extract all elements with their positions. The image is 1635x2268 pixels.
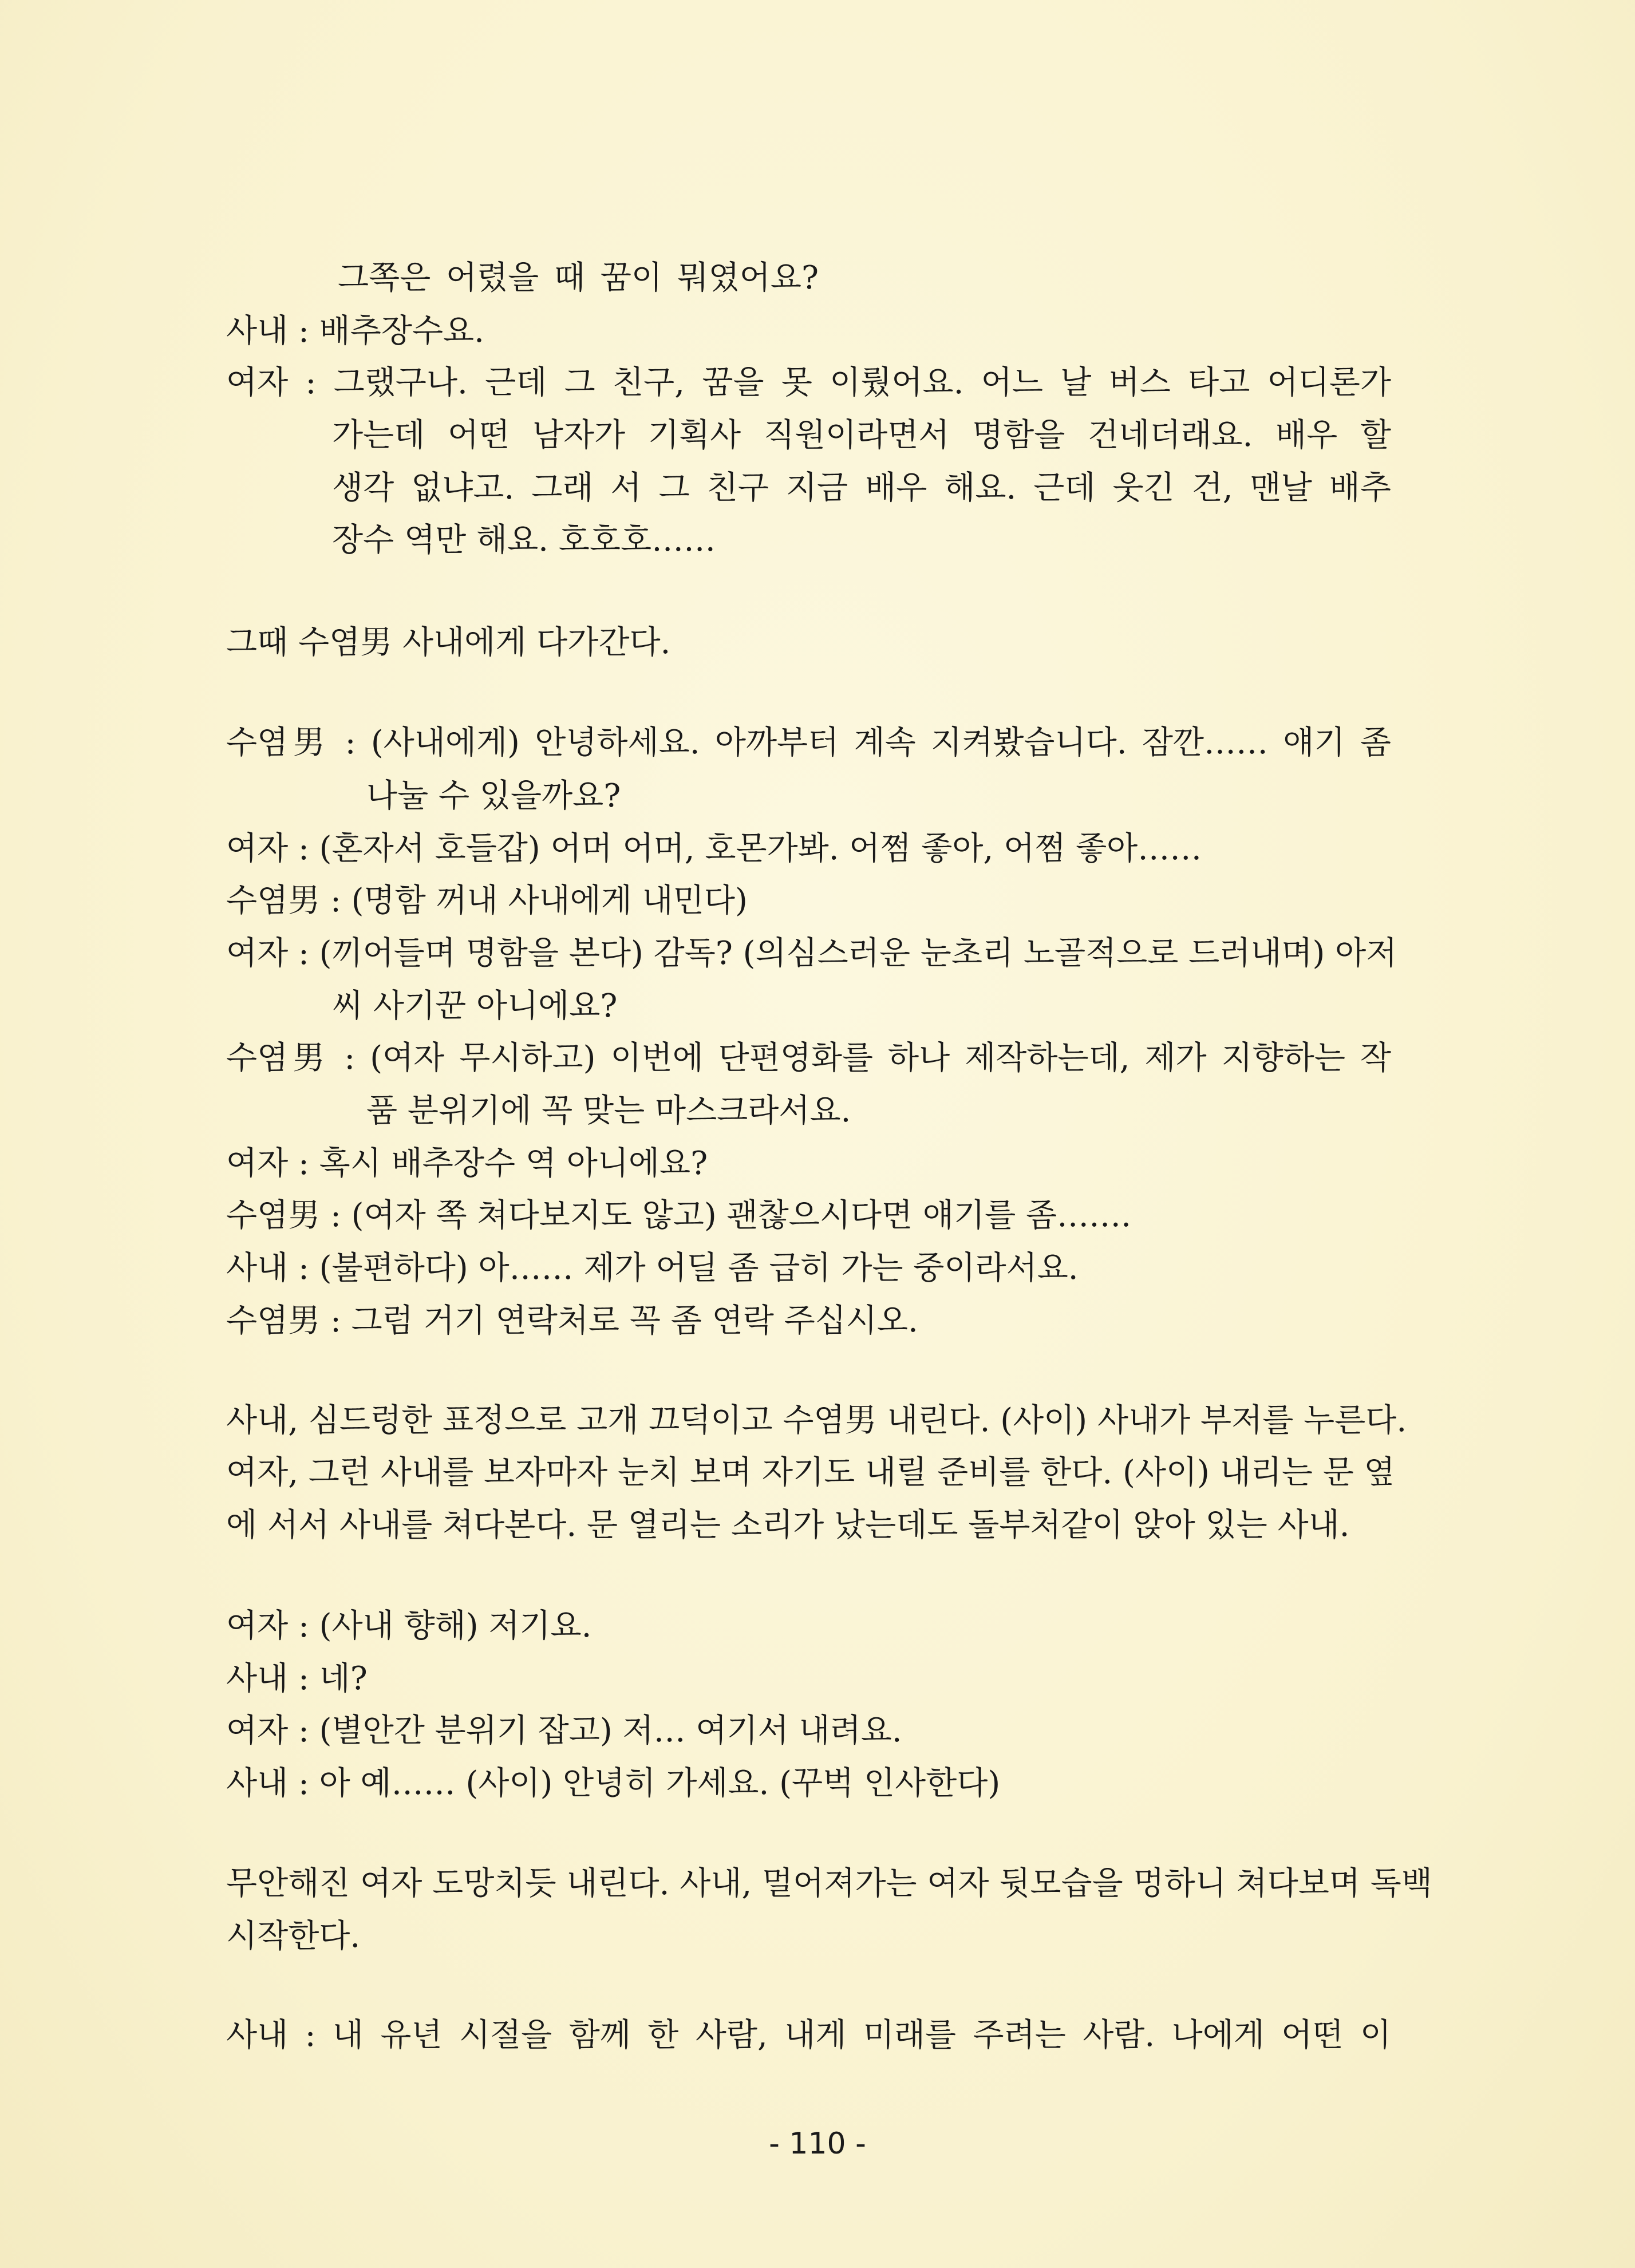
text-line: 수염男 : (여자 쪽 쳐다보지도 않고) 괜찮으시다면 얘기를 좀……. [226, 1197, 1131, 1234]
text-line: 씨 사기꾼 아니에요? [332, 987, 618, 1025]
text-line: 여자 : (끼어들며 명함을 본다) 감독? (의심스러운 눈초리 노골적으로 드러내며) 아저 [226, 935, 1397, 972]
page-number: - 110 - [769, 2127, 866, 2161]
text-line: 시작한다. [226, 1918, 361, 1955]
text-line: 여자, 그런 사내를 보자마자 눈치 보며 자기도 내릴 준비를 한다. (사이) 내리는 문 옆 [226, 1454, 1395, 1491]
text-line: 여자 : (별안간 분위기 잡고) 저… 여기서 내려요. [226, 1712, 902, 1749]
text-line: 사내 : (불편하다) 아…… 제가 어딜 좀 급히 가는 중이라서요. [226, 1250, 1079, 1287]
text-line: 에 서서 사내를 쳐다본다. 문 열리는 소리가 났는데도 돌부처같이 앉아 있는 사내. [226, 1507, 1350, 1544]
text-line: 여자 : (사내 향해) 저기요. [226, 1607, 592, 1645]
text-line: 여자 : 그랬구나. 근데 그 친구, 꿈을 못 이뤘어요. 어느 날 버스 타고 어디론가 [226, 364, 1391, 401]
text-line: 수염男 : (사내에게) 안녕하세요. 아까부터 계속 지켜봤습니다. 잠깐…… 얘기 좀 [226, 724, 1391, 761]
text-line: 장수 역만 해요. 호호호…… [332, 521, 716, 559]
text-line: 수염男 : (여자 무시하고) 이번에 단편영화를 하나 제작하는데, 제가 지향하는 작 [226, 1040, 1391, 1077]
text-line: 품 분위기에 꼭 맞는 마스크라서요. [366, 1092, 851, 1129]
text-line: 그때 수염男 사내에게 다가간다. [226, 624, 671, 661]
text-line: 사내 : 네? [226, 1660, 368, 1697]
text-line: 그쪽은 어렸을 때 꿈이 뭐였어요? [338, 259, 819, 297]
text-line: 여자 : 혹시 배추장수 역 아니에요? [226, 1145, 708, 1182]
text-line: 수염男 : (명함 꺼내 사내에게 내민다) [226, 882, 748, 919]
text-line: 사내, 심드렁한 표정으로 고개 끄덕이고 수염男 내린다. (사이) 사내가 부저를 누른다. [226, 1402, 1407, 1439]
text-line: 사내 : 내 유년 시절을 함께 한 사람, 내게 미래를 주려는 사람. 나에게 어떤 이 [226, 2017, 1391, 2054]
text-line: 사내 : 배추장수요. [226, 313, 484, 350]
text-line: 생각 없냐고. 그래 서 그 친구 지금 배우 해요. 근데 웃긴 건, 맨날 배추 [332, 469, 1391, 507]
text-line: 여자 : (혼자서 호들갑) 어머 어머, 호몬가봐. 어쩜 좋아, 어쩜 좋아…… [226, 830, 1202, 867]
text-line: 수염男 : 그럼 거기 연락처로 꼭 좀 연락 주십시오. [226, 1302, 918, 1340]
text-line: 무안해진 여자 도망치듯 내린다. 사내, 멀어져가는 여자 뒷모습을 멍하니 쳐다보며 독백 [226, 1865, 1432, 1902]
text-line: 사내 : 아 예…… (사이) 안녕히 가세요. (꾸벅 인사한다) [226, 1765, 1001, 1802]
text-line: 가는데 어떤 남자가 기획사 직원이라면서 명함을 건네더래요. 배우 할 [332, 417, 1391, 454]
text-line: 나눌 수 있을까요? [366, 777, 621, 815]
